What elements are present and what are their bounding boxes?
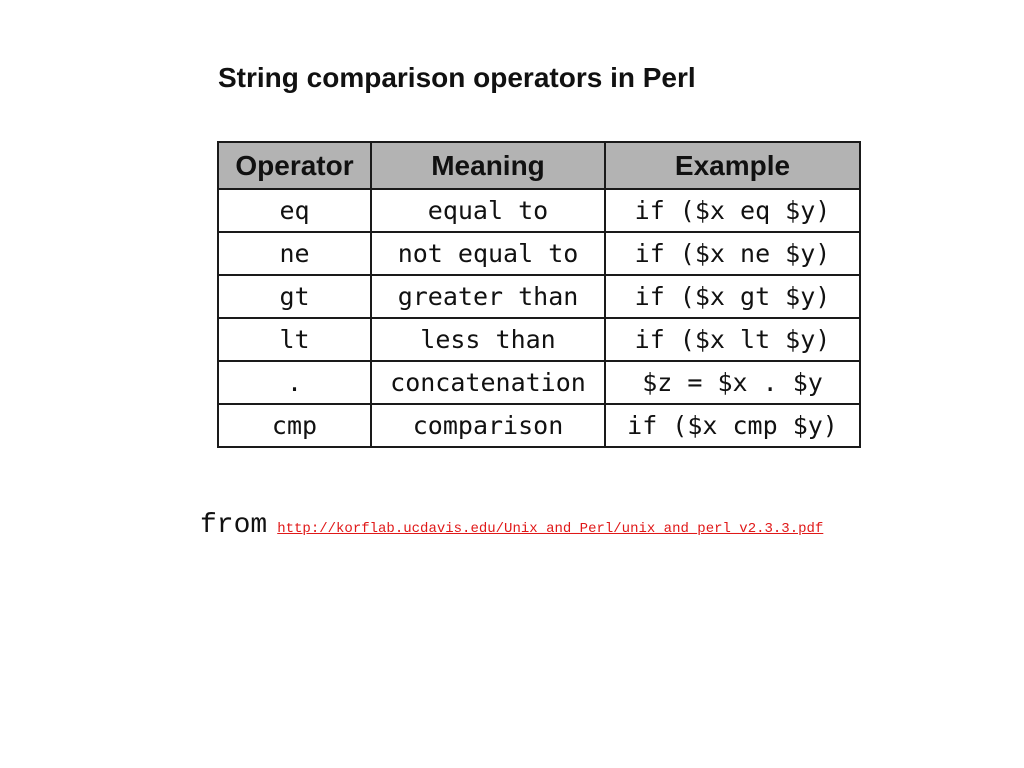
table-row (218, 275, 860, 318)
table-row (218, 318, 860, 361)
example-cell: if ($x lt $y) (605, 318, 860, 361)
source-prefix: from (200, 510, 268, 541)
example-cell: if ($x eq $y) (605, 189, 860, 232)
operator-cell: . (218, 361, 371, 404)
operator-cell: lt (218, 318, 371, 361)
meaning-cell: concatenation (371, 361, 605, 404)
operators-table (217, 141, 861, 448)
table-row (218, 404, 860, 447)
header-example: Example (605, 142, 860, 189)
operator-cell: gt (218, 275, 371, 318)
table-row (218, 232, 860, 275)
example-cell: $z = $x . $y (605, 361, 860, 404)
table-row (218, 361, 860, 404)
operator-cell: eq (218, 189, 371, 232)
operator-cell: ne (218, 232, 371, 275)
example-cell: if ($x ne $y) (605, 232, 860, 275)
operator-cell: cmp (218, 404, 371, 447)
meaning-cell: less than (371, 318, 605, 361)
slide-title: String comparison operators in Perl (218, 62, 696, 93)
meaning-cell: not equal to (371, 232, 605, 275)
meaning-cell: comparison (371, 404, 605, 447)
example-cell: if ($x cmp $y) (605, 404, 860, 447)
meaning-cell: equal to (371, 189, 605, 232)
table-row (218, 189, 860, 232)
header-meaning: Meaning (371, 142, 605, 189)
header-operator: Operator (218, 142, 371, 189)
table-header-row (218, 142, 860, 189)
example-cell: if ($x gt $y) (605, 275, 860, 318)
source-citation (200, 510, 823, 541)
source-link[interactable]: http://korflab.ucdavis.edu/Unix_and_Perl/unix_and_perl_v2.3.3.pdf (277, 521, 824, 537)
meaning-cell: greater than (371, 275, 605, 318)
